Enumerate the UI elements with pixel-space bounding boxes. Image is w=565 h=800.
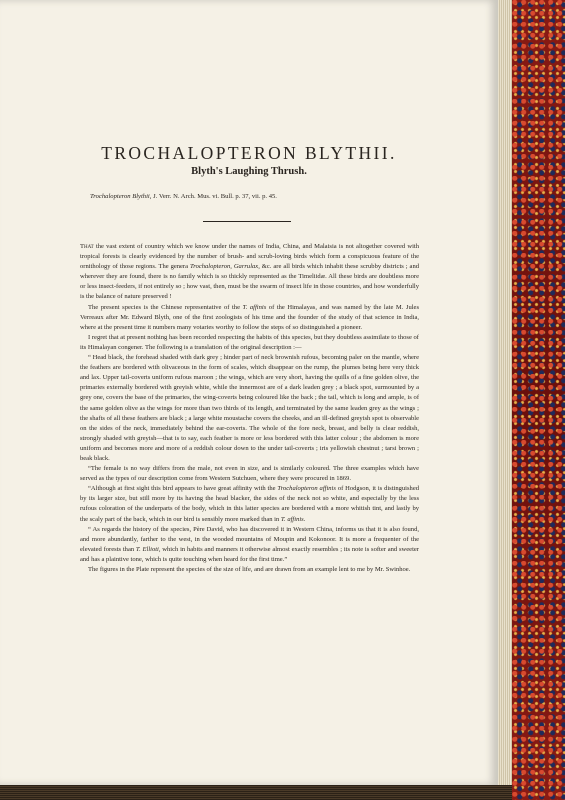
paragraph: That the vast extent of country which we know under the names of India, China, and Malaisia is not altogether covered with tropical forests is clearly evidenced by the number of brush- and scrub-loving birds which form a conspicuous feature of the ornithology of those regions. The genera Trochalopteron, Garrulax, &c. are all birds which inhabit these scrubby districts ; and wherever they are found, there is no family which is so thickly represented as the Timeliidæ. All these birds are doubtless more or less insect-feeders, if not entirely so ; how vast, then, must be the swarm of insect life in those countries, and how wonderfully is the balance of nature preserved ! [80,243,419,301]
page-title: TROCHALOPTERON BLYTHII. [101,143,397,163]
body-text [80,242,419,575]
paragraph: I regret that at present nothing has been recorded respecting the habits of this species, but they doubtless assimilate to those of its Himalayan congener. The following is a translation of the original description :— [80,333,419,351]
citation-reference: J. Verr. N. Arch. Mus. vi. Bull. p. 37, vii. p. 45. [151,193,277,200]
page-subtitle: Blyth's Laughing Thrush. [191,166,307,177]
bottom-page-edges [0,785,512,800]
drop-lead: That [80,243,94,250]
paragraph: The present species is the Chinese representative of the T. affinis of the Himalayas, and was named by the late M. Jules Verreaux after Mr. Edward Blyth, one of the first zoologists of his time and the founder of the study of that science in India, where at the present time it numbers many votaries worthy to follow the steps of so distinguished a pioneer. [80,303,419,331]
paragraph: The figures in the Plate represent the species of the size of life, and are drawn from an example lent to me by Mr. Swinhoe. [88,566,411,573]
paragraph: “ As regards the history of the species, Père David, who has discovered it in Western China, informs us that it is also found, and more abundantly, farther to the west, in the wooded mountains of Moupin and Kokonoor. It is more a frequenter of the elevated forests than T. Ellioti, which in habits and manners it otherwise almost exactly resembles ; its note is softer and sweeter and has a plaintive tone, which is quite touching when heard for the first time.” [80,525,419,563]
paragraph: “Although at first sight this bird appears to have great affinity with the Trochalopteron affinis of Hodgson, it is distinguished by its larger size, but still more by its having the head blacker, the sides of the neck not so white, and especially by the less rufous coloration of the underparts of the body, which in this latter species are bordered with a more whitish tint, and lastly by the scaly part of the back, which in our bird is sensibly more marked than in T. affinis. [80,485,419,523]
divider-rule [203,221,291,222]
marbled-edge [512,0,565,800]
paragraph: “ Head black, the forehead shaded with dark grey ; hinder part of neck brownish rufous, becoming paler on the mantle, where the feathers are bordered with olivaceous in the form of scales, which disappear on the rump, the plumes being here very thick and lax. Upper tail-coverts uniform rufous maroon ; the wings, which are very short, having the quills of a fine golden olive, the primaries externally bordered with greyish white, while the innermost are of a dark leaden grey ; a black spot, surmounted by a grey one, covers the base of the primaries, the wing-coverts being coloured like the back ; the tail, which is long and ample, is of the same golden olive as the wings for more than two thirds of its length, and terminated by the same leaden grey as the wings ; the shafts of all these feathers are black ; a large white moustache covers the cheeks, and an ill-defined greyish spot is observable on the sides of the neck, immediately behind the ear-coverts. The whole of the fore neck, breast, and belly is clear reddish, strongly shaded with greyish—that is to say, each feather is more or less bordered with this latter colour ; the abdomen is more uniform and becomes more and more of a reddish colour down to the under tail-coverts ; iris yellowish chestnut ; tarsi brown ; beak black. [80,354,419,462]
citation [90,193,470,200]
citation-species: Trochalopteron Blythii, [90,193,152,200]
page-edges [498,0,512,790]
paragraph: “The female is no way differs from the male, not even in size, and is similarly coloured. The three examples which have served as the types of our description come from Western Sutchuen, where they were procured in 1869. [80,465,419,483]
